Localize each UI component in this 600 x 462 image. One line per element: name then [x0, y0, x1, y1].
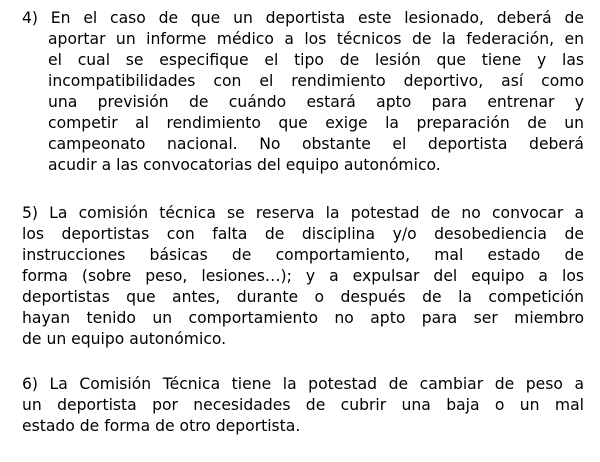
rule-line: aportar un informe médico a los técnicos de la federación, en: [48, 30, 584, 48]
rule-line: campeonato nacional. No obstante el deportista deberá: [48, 135, 584, 153]
rule-line: forma (sobre peso, lesiones…); y a expulsar del equipo a los: [22, 267, 584, 285]
rule-line: 5) La comisión técnica se reserva la potestad de no convocar a: [22, 204, 584, 222]
rule-line: 6) La Comisión Técnica tiene la potestad de cambiar de peso a: [22, 375, 584, 393]
rule-line: los deportistas con falta de disciplina y/o desobediencia de: [22, 225, 584, 243]
rule-item-5: [22, 203, 584, 350]
rule-line: competir al rendimiento que exige la preparación de un: [48, 114, 584, 132]
rule-line: deportistas que antes, durante o después de la competición: [22, 288, 584, 306]
rule-line: 4) En el caso de que un deportista este lesionado, deberá de: [22, 9, 584, 27]
rule-line: acudir a las convocatorias del equipo autonómico.: [48, 156, 441, 174]
rule-line: estado de forma de otro deportista.: [22, 417, 301, 435]
rule-item-6: [22, 374, 584, 437]
rule-item-4: [22, 8, 584, 176]
rule-line: instrucciones básicas de comportamiento, mal estado de: [22, 246, 584, 264]
rule-line: hayan tenido un comportamiento no apto para ser miembro: [22, 309, 584, 327]
rule-line: de un equipo autonómico.: [22, 330, 227, 348]
rule-line: una previsión de cuándo estará apto para entrenar y: [48, 93, 584, 111]
rule-line: un deportista por necesidades de cubrir una baja o un mal: [22, 396, 584, 414]
rule-line: el cual se especifique el tipo de lesión que tiene y las: [48, 51, 584, 69]
rule-line: incompatibilidades con el rendimiento deportivo, así como: [48, 72, 584, 90]
